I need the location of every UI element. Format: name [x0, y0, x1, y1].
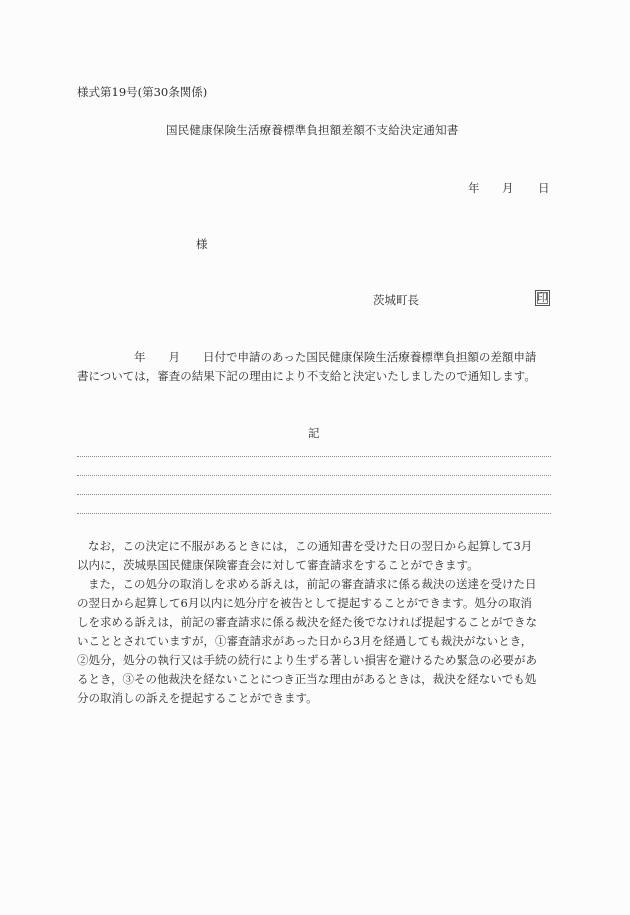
issue-date — [468, 180, 550, 196]
document-title: 国民健康保険生活療養標準負担額差額不支給決定通知書 — [166, 123, 459, 137]
issuer-name: 茨城町長 — [373, 293, 419, 307]
notice-line: いこととされていますが，①審査請求があった日から3月を経過しても裁決がないとき， — [77, 634, 533, 648]
decision-body-line-2: 書については，審査の結果下記の理由により不支給と決定いたしましたので通知します。 — [77, 369, 536, 383]
form-number: 様式第19号(第30条関係) — [77, 85, 208, 99]
seal-stamp-icon: 印 — [535, 290, 550, 306]
notice-line: 以内に，茨城県国民健康保険審査会に対して審査請求をすることができます。 — [77, 558, 479, 572]
date-day-label: 日 — [538, 181, 550, 195]
reason-line-3 — [77, 494, 551, 495]
notice-line: また，この処分の取消しを求める訴えは，前記の審査請求に係る裁決の送達を受けた日 — [88, 577, 537, 591]
addressee-suffix: 様 — [196, 237, 208, 251]
date-year-label: 年 — [468, 181, 480, 195]
decision-body-line-1: 年 月 日付で申請のあった国民健康保険生活療養標準負担額の差額申請 — [134, 350, 537, 364]
reason-line-1 — [77, 456, 551, 457]
notice-line: なお，この決定に不服があるときには，この通知書を受けた日の翌日から起算して3月 — [88, 539, 533, 553]
notice-line: るとき，③その他裁決を経ないことにつき正当な理由があるときは，裁決を経ないでも処 — [77, 672, 537, 686]
notice-line: 分の取消しの訴えを提起することができます。 — [77, 691, 318, 705]
reason-line-2 — [77, 475, 551, 476]
ki-heading: 記 — [308, 426, 320, 440]
notice-line: ②処分，処分の執行又は手続の続行により生ずる著しい損害を避けるため緊急の必要があ — [77, 653, 537, 667]
appeal-notice — [77, 537, 557, 708]
decision-body — [77, 348, 557, 386]
date-month-label: 月 — [502, 181, 514, 195]
notice-line: しを求める訴えは，前記の審査請求に係る裁決を経た後でなければ提起することができな — [77, 615, 537, 629]
notice-line: の翌日から起算して6月以内に処分庁を被告として提起することができます。処分の取消 — [77, 596, 532, 610]
reason-line-4 — [77, 513, 551, 514]
